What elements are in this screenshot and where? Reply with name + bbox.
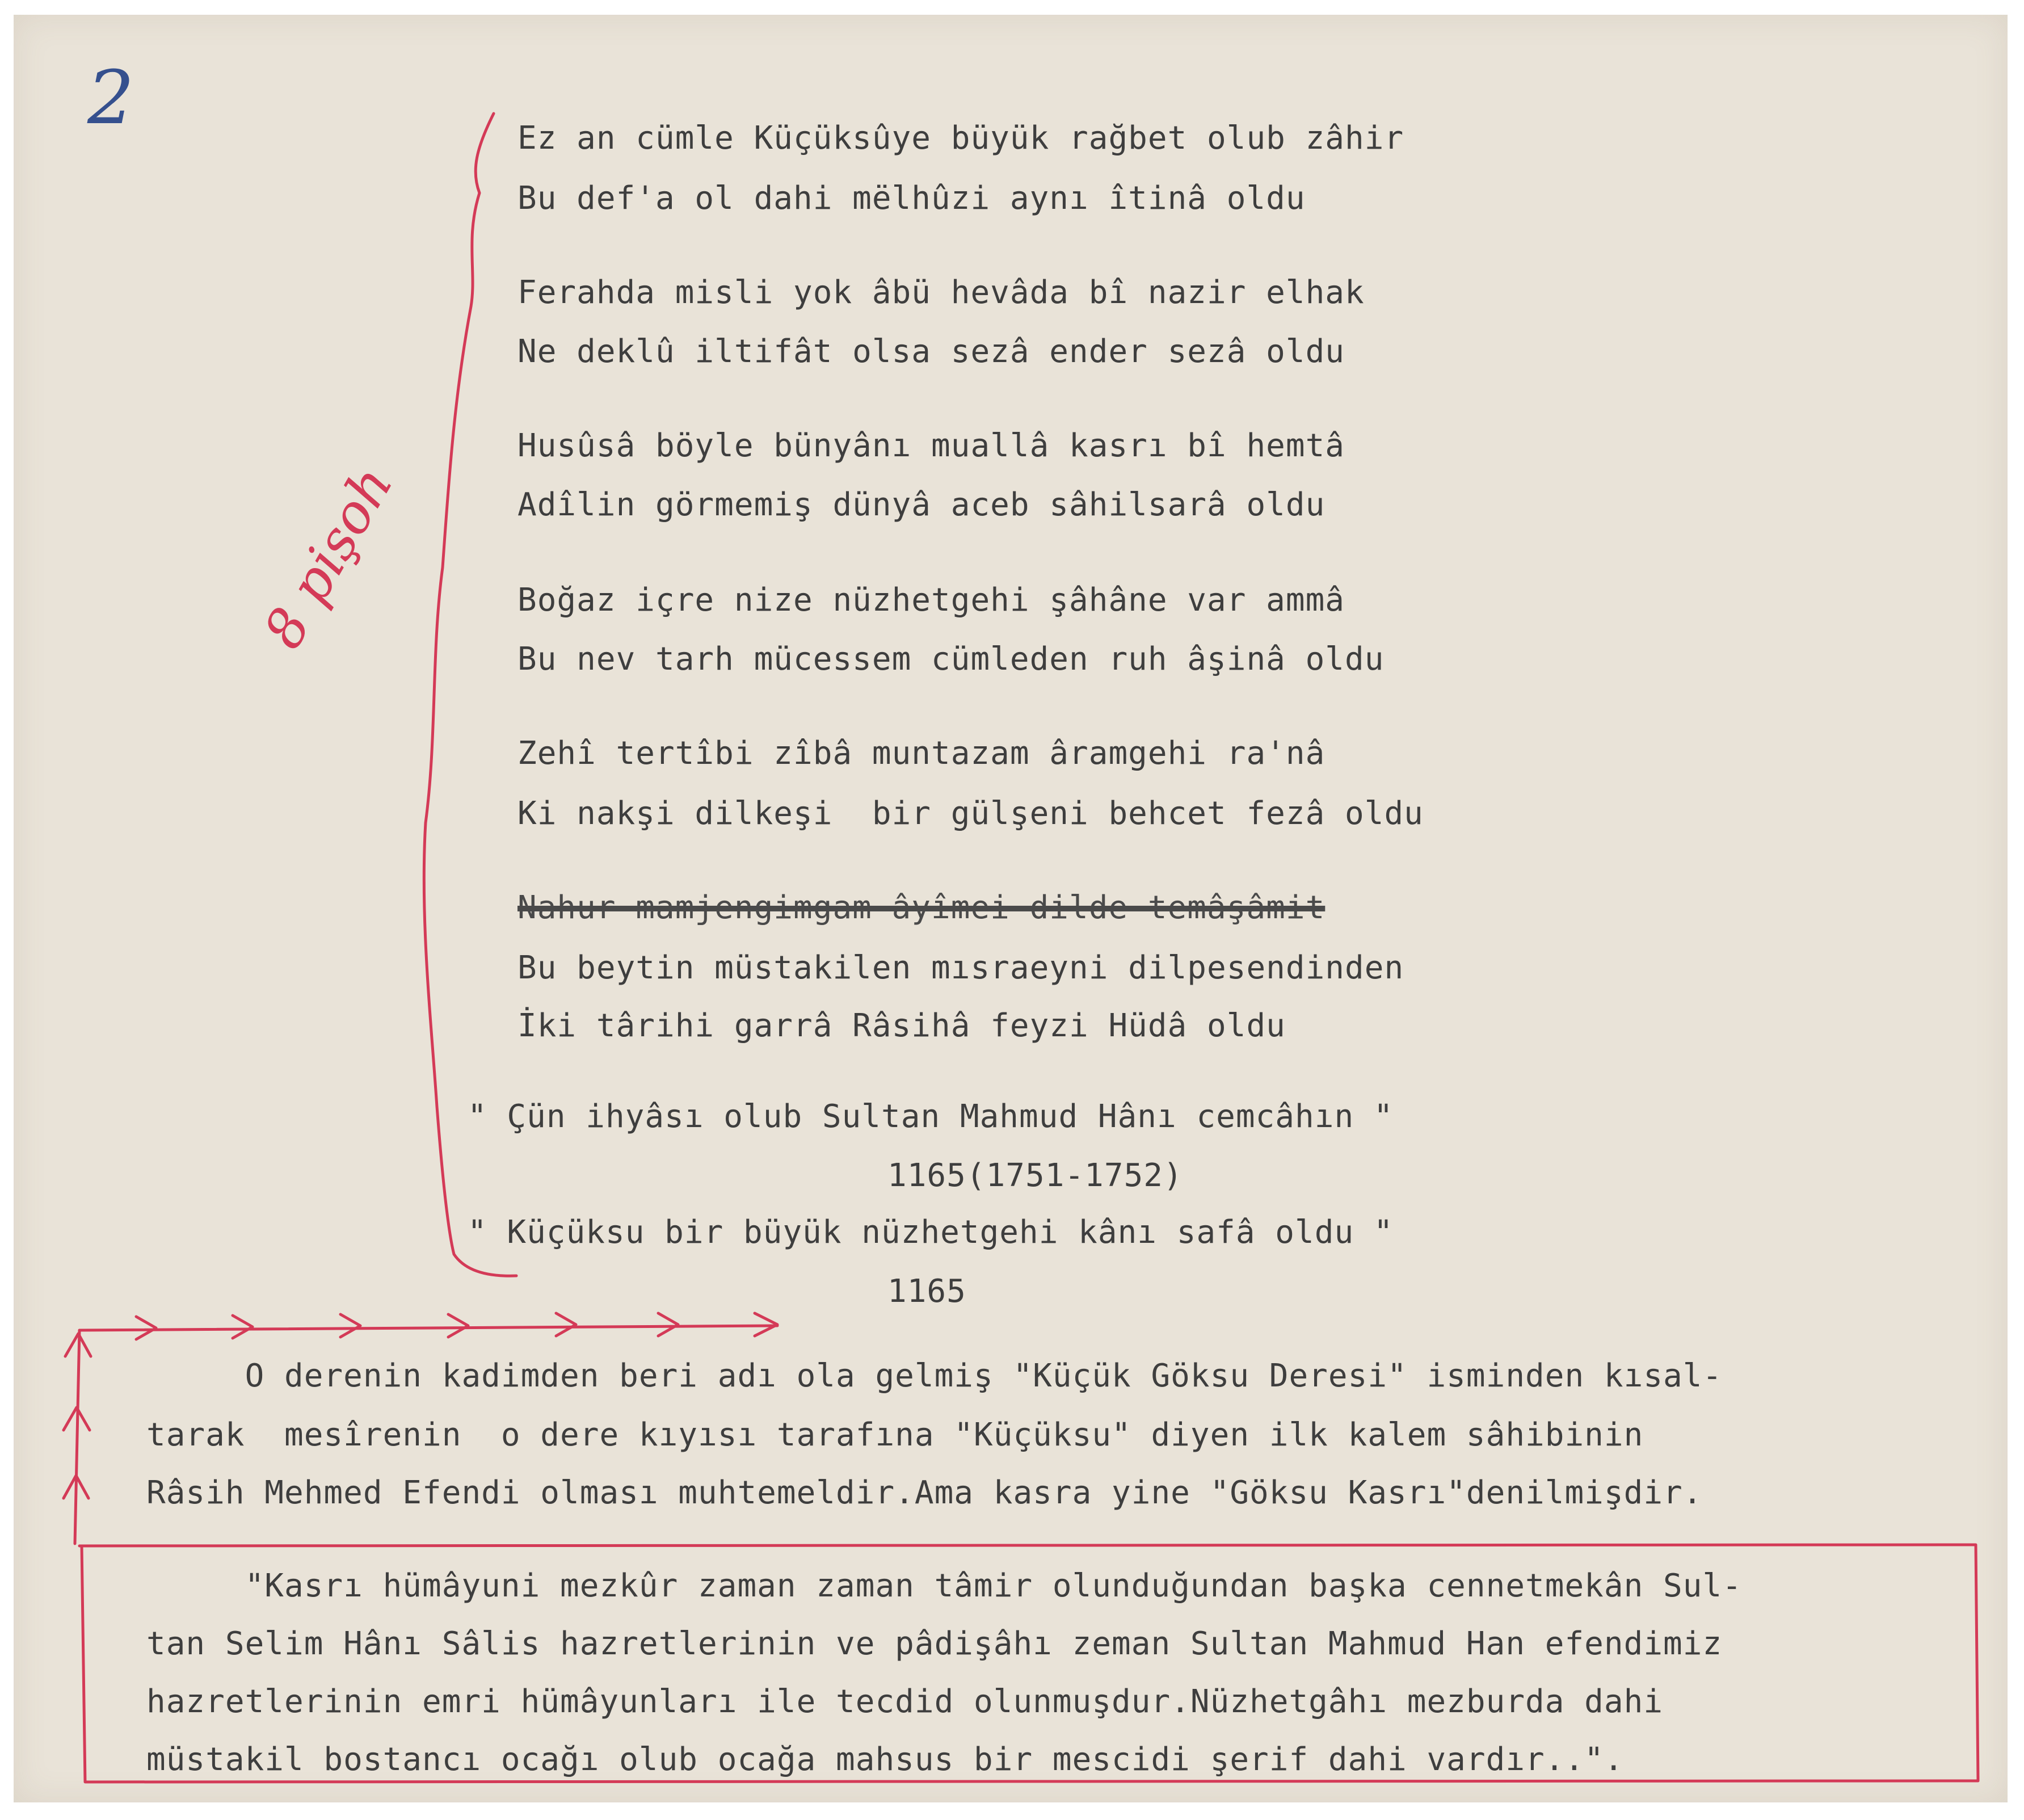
poem-line: Ki nakşi dilkeşi bir gülşeni behcet fezâ oldu (517, 795, 1424, 832)
chronogram-line: " Çün ihyâsı olub Sultan Mahmud Hânı cemcâhın " (468, 1098, 1394, 1135)
poem-line: İki târihi garrâ Râsihâ feyzi Hüdâ oldu (517, 1007, 1286, 1044)
vertical-arrow-line (75, 1330, 79, 1544)
poem-line: Boğaz içre nize nüzhetgehi şâhâne var ammâ (517, 582, 1345, 619)
struck-out-line: Nahur mamjengimgam âyîmei dilde temâşâmit (517, 889, 1326, 926)
arrow-head (136, 1317, 156, 1339)
poem-line: Ferahda misli yok âbü hevâda bî nazir elhak (517, 274, 1365, 311)
paragraph-line: Râsih Mehmed Efendi olması muhtemeldir.Ama kasra yine "Göksu Kasrı"denilmişdir. (146, 1474, 1703, 1511)
quoted-paragraph-line: hazretlerinin emri hümâyunları ile tecdid olunmuşdur.Nüzhetgâhı mezburda dahi (146, 1683, 1664, 1720)
left-bracket-mark (424, 114, 516, 1276)
quoted-paragraph-line: "Kasrı hümâyuni mezkûr zaman zaman tâmir olunduğundan başka cennetmekân Sul- (146, 1567, 1742, 1604)
chronogram-line: " Küçüksu bir büyük nüzhetgehi kânı safâ oldu " (468, 1214, 1394, 1251)
poem-line: Bu beytin müstakilen mısraeyni dilpesendinden (517, 949, 1404, 986)
paragraph-line: tarak mesîrenin o dere kıyısı tarafına "Küçüksu" diyen ilk kalem sâhibinin (146, 1417, 1644, 1453)
poem-line: Zehî tertîbi zîbâ muntazam âramgehi ra'nâ (517, 735, 1326, 772)
arrow-head (340, 1314, 360, 1337)
poem-line: Bu def'a ol dahi mëlhûzi aynı îtinâ oldu (517, 180, 1306, 217)
poem-line: Husûsâ böyle bünyânı muallâ kasrı bî hemtâ (517, 427, 1345, 464)
margin-note: 8 pişoh (252, 456, 405, 659)
arrow-head (556, 1313, 576, 1336)
quoted-paragraph-line: müstakil bostancı ocağı olub ocağa mahsus bir mescidi şerif dahi vardır..". (146, 1741, 1624, 1778)
arrow-head (658, 1313, 678, 1336)
chronogram-year: 1165(1751-1752) (887, 1157, 1183, 1194)
chronogram-year: 1165 (887, 1273, 966, 1310)
arrow-head (448, 1314, 468, 1337)
box-frame (79, 1545, 1978, 1782)
quoted-paragraph-line: tan Selim Hânı Sâlis hazretlerinin ve pâdişâhı zeman Sultan Mahmud Han efendimiz (146, 1625, 1723, 1662)
paragraph-line: O derenin kadimden beri adı ola gelmiş "Küçük Göksu Deresi" isminden kısal- (146, 1357, 1723, 1394)
poem-line: Ez an cümle Küçüksûye büyük rağbet olub zâhir (517, 120, 1404, 157)
poem-line: Bu nev tarh mücessem cümleden ruh âşinâ oldu (517, 641, 1385, 678)
poem-line: Ne deklû iltifât olsa sezâ ender sezâ oldu (517, 333, 1345, 370)
poem-line: Adîlin görmemiş dünyâ aceb sâhilsarâ oldu (517, 486, 1326, 523)
page-number: 2 (87, 54, 134, 141)
arrow-head (233, 1315, 253, 1338)
